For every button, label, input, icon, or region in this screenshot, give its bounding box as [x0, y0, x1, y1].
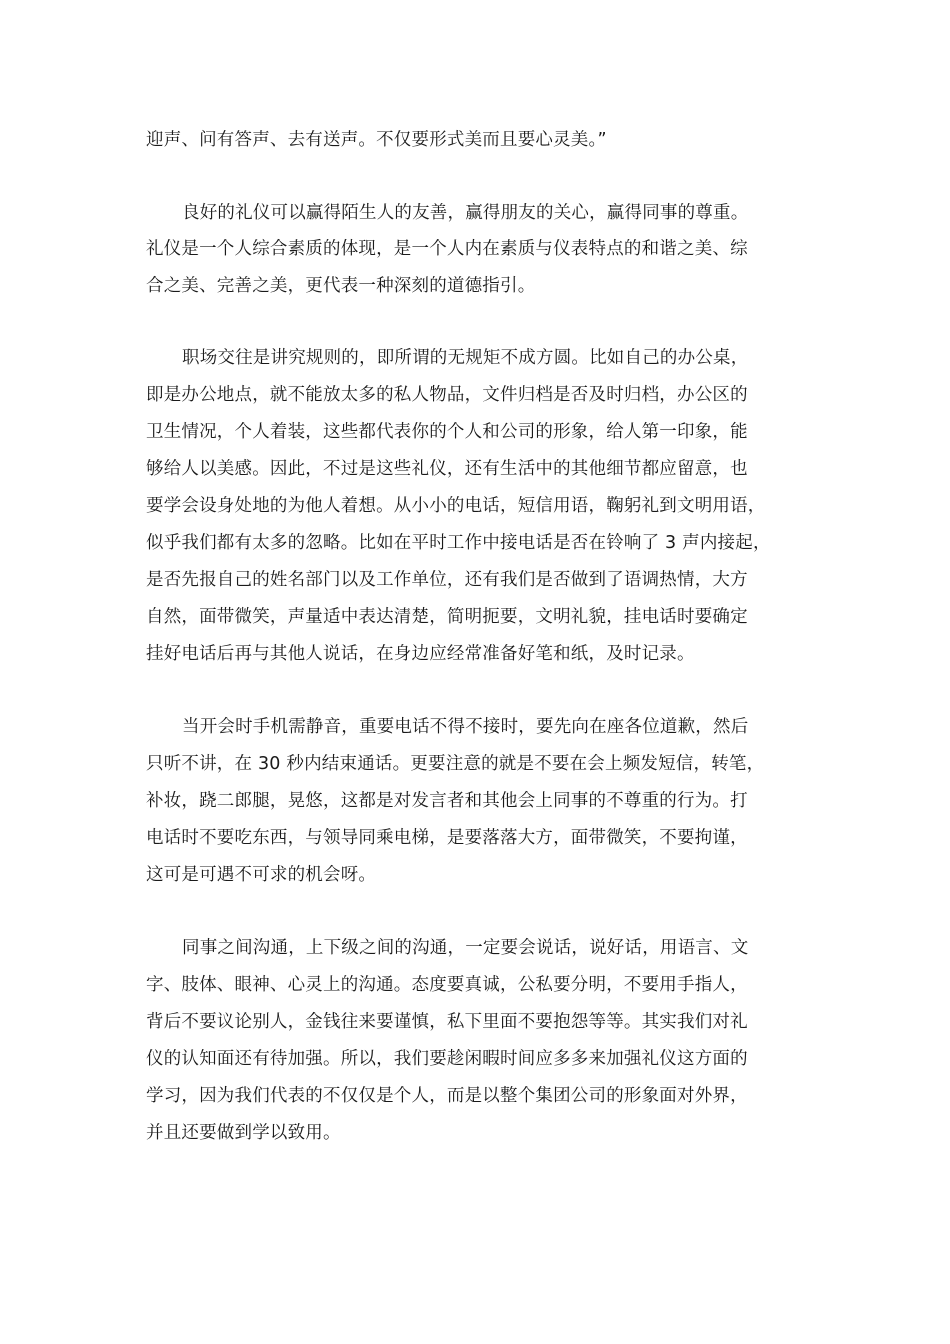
- text-line: 字、肢体、眼神、心灵上的沟通。态度要真诚，公私要分明，不要用手指人，: [146, 975, 748, 995]
- text-line: 这可是可遇不可求的机会呀。: [146, 865, 377, 885]
- text-line: 同事之间沟通，上下级之间的沟通，一定要会说话，说好话，用语言、文: [182, 938, 749, 958]
- text-line: 良好的礼仪可以赢得陌生人的友善，赢得朋友的关心，赢得同事的尊重。: [182, 203, 749, 223]
- text-line: 即是办公地点，就不能放太多的私人物品，文件归档是否及时归档，办公区的: [146, 385, 748, 405]
- text-line: 职场交往是讲究规则的，即所谓的无规矩不成方圆。比如自己的办公桌，: [182, 348, 749, 368]
- text-line: 补妆，跷二郎腿，晃悠，这都是对发言者和其他会上同事的不尊重的行为。打: [146, 791, 748, 811]
- text-line: 挂好电话后再与其他人说话，在身边应经常准备好笔和纸，及时记录。: [146, 644, 695, 664]
- text-line: 仪的认知面还有待加强。所以，我们要趁闲暇时间应多多来加强礼仪这方面的: [146, 1049, 748, 1069]
- text-line: 要学会设身处地的为他人着想。从小小的电话，短信用语，鞠躬礼到文明用语，: [146, 496, 766, 516]
- text-line: 迎声、问有答声、去有送声。不仅要形式美而且要心灵美。”: [146, 130, 607, 150]
- text-line: 当开会时手机需静音，重要电话不得不接时，要先向在座各位道歉，然后: [182, 717, 749, 737]
- text-line: 卫生情况，个人着装，这些都代表你的个人和公司的形象，给人第一印象，能: [146, 422, 748, 442]
- text-line: 够给人以美感。因此，不过是这些礼仪，还有生活中的其他细节都应留意，也: [146, 459, 748, 479]
- text-line: 是否先报自己的姓名部门以及工作单位，还有我们是否做到了语调热情，大方: [146, 570, 748, 590]
- text-line: 礼仪是一个人综合素质的体现，是一个人内在素质与仪表特点的和谐之美、综: [146, 239, 748, 259]
- text-line: 自然，面带微笑，声量适中表达清楚，简明扼要，文明礼貌，挂电话时要确定: [146, 607, 748, 627]
- text-line: 合之美、完善之美，更代表一种深刻的道德指引。: [146, 276, 536, 296]
- text-line: 背后不要议论别人，金钱往来要谨慎，私下里面不要抱怨等等。其实我们对礼: [146, 1012, 748, 1032]
- text-line: 似乎我们都有太多的忽略。比如在平时工作中接电话是否在铃响了 3 声内接起，: [146, 533, 771, 553]
- text-line: 电话时不要吃东西，与领导同乘电梯，是要落落大方，面带微笑，不要拘谨，: [146, 828, 748, 848]
- text-line: 并且还要做到学以致用。: [146, 1123, 341, 1143]
- text-line: 学习，因为我们代表的不仅仅是个人，而是以整个集团公司的形象面对外界，: [146, 1086, 748, 1106]
- text-line: 只听不讲，在 30 秒内结束通话。更要注意的就是不要在会上频发短信，转笔，: [146, 754, 765, 774]
